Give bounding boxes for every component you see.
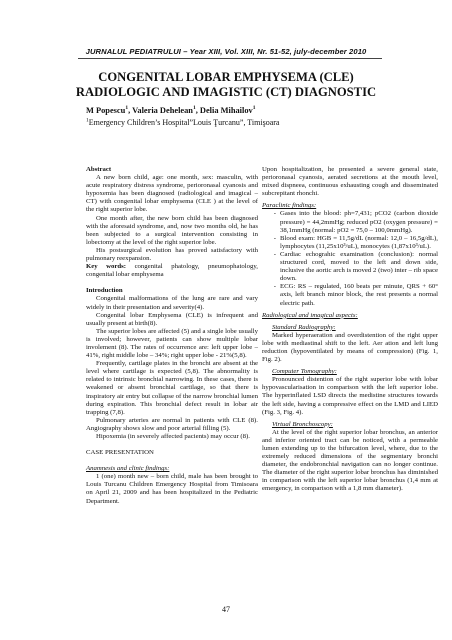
- paraclinic-item: - Cardiac echograhic examination (conclusion): normal structured cord, moved to the left and down side, inclusive the aortic arch is moved 2 (two) inter – rib space down.: [273, 250, 438, 283]
- author-1-sup: 1: [125, 105, 129, 112]
- paraclinic-item: - Blood exam: HGB = 11,5g/dL (normal: 12,0 – 16,5g/dL), lymphocytes (11,25x10³/uL), monocytes (1,87x10³/uL).: [273, 234, 438, 250]
- anamnesis-paragraph: 1 (one) month new – born child, male has been brought to Louis Turcanu Children Emergency Hospital from Timisoara on April 21, 2009 and has been hospitalized in the Pediatric Department.: [86, 473, 258, 505]
- radiological-heading: Radiological and imagical aspects:: [262, 311, 358, 319]
- paraclinic-item-text: Cardiac echograhic examination (conclusion): normal structured cord, moved to the left and down side, inclusive the aortic arch is moved 2 (two) inter – rib space down.: [280, 250, 438, 283]
- intro-paragraph: The superior lobes are affected (5) and a single lobe usually is involved; however, patients can show multiple lobar involement (8). The rates of occurrence are: left upper lobe – 41%, right middle lobe – 34%; right upper lobe - 21%(5,8).: [86, 327, 258, 360]
- intro-paragraph: Hipoxemia (in severely affected pacients) may occur (8).: [96, 433, 250, 440]
- left-column: [86, 166, 258, 506]
- paraclinic-item-text: Blood exam: HGB = 11,5g/dL (normal: 12,0 – 16,5g/dL), lymphocytes (11,25x10³/uL), monocytes (1,87x10³/uL).: [280, 234, 438, 250]
- author-2-sup: 1: [192, 105, 196, 112]
- affiliation-text: Emergency Children’s Hospital”Louis Ţurcanu”, Timişoara: [88, 118, 280, 127]
- author-3: , Delia Mihailov: [195, 106, 253, 115]
- standard-radiography-paragraph: Marked hyperaeration and overdistention of the right upper lobe with mediastinal shift to the left. Aer ation and left lung reduction (hypoventilated by means of compression) (Fig. 1, Fig. 2).: [262, 331, 438, 364]
- paraclinic-heading: Paraclinic findings:: [262, 202, 317, 210]
- title-line-1: CONGENITAL LOBAR EMPHYSEMA (CLE): [98, 70, 354, 84]
- author-3-sup: 1: [252, 105, 256, 112]
- paraclinic-item-text: Gases into the blood: ph=7,431; pCO2 (carbon dioxide pressure) = 44,2mmHg; reduced pO2 (oxygen pressure) = 38,1mmHg (normal: pO2 = 75,0 – 100,0mmHg).: [280, 210, 438, 234]
- computer-tomography-paragraph: Pronounced distention of the right superior lobe with lobar hypovascularisation in comparison with the left superior lobe. The hyperinflated LSD directs the medistine structures towards the left side, having a compressive effect on the LMD and LIED (Fig. 3, Fig. 4).: [262, 376, 438, 416]
- affiliation-sup: 1: [86, 117, 89, 124]
- abstract-paragraph: One month after, the new born child has been diagnosed with the aforesaid syndrome, and, now two months old, he has been subjected to a surgical intervention consisting in lobectomy at the level of the right superior lobe.: [86, 214, 258, 246]
- intro-paragraph: Frequently, cartilage plates in the bronchi are absent at the level where cartilage is expected (5,8). The abnormality is related to intrinsic bronchial narrowing. In these cases, there is weakened or absent bronchial cartilage, so that there is inspiratory air entry but collapse of the narrow bronchial lumen during expiration. This bronchial defect result in lobar air trapping (7,8).: [86, 360, 258, 416]
- intro-paragraph: Congenital lobar Emphysema (CLE) is infrequent and usually present at birth(8).: [86, 311, 258, 327]
- header-rule: [78, 58, 382, 59]
- standard-radiography-heading: Standard Radiography:: [272, 323, 336, 331]
- abstract-paragraph: A new born child, age: one month, sex: masculin, with acute respiratory distress syndrome, perioronasal cyanosis and hypoxemia has been diagnosed (radiological and imagical – CT) with congenital lobar emphysema (CLE ) at the level of the right superior lobe.: [86, 174, 258, 214]
- journal-header: JURNALUL PEDIATRULUI – Year XIII, Vol. XIII, Nr. 51-52, july-december 2010: [85, 47, 367, 56]
- virtual-bronchoscopy-paragraph: At the level of the right superior lobar bronchus, an anterior and inferior oriented tract can be noticed, with a permeable lumen extending up to the bifurcation level, where, due to the extremely reduced dimensions of the segmentary bronchi diameter, the endobronchial navigation can no longer continue. The diameter of the right superior lobar bronchus has diminished in comparison with the left superior lobar bronchus (1,4 mm at emergency, in comparison with a 1,8 mm diameter).: [262, 428, 438, 493]
- paraclinic-item-text: ECG: RS – regulated, 160 beats per minute, QRS + 60° axis, left branch minor block, the rest presents a normal electric path.: [280, 283, 438, 307]
- case-presentation-heading: CASE PRESENTATION: [86, 449, 154, 457]
- hospitalization-paragraph: Upon hospitalization, he presented a severe general state, perioronasal cyanosis, aerated secretions at the mouth level, mixed dispneea, continuous exhausting cough and disseminated subcrepitant rhonchi.: [262, 166, 438, 198]
- abstract-paragraph: His postsurgical evolution has proved satisfactory with pulmonary reexpansion.: [86, 246, 258, 263]
- intro-paragraph: Congenital malformations of the lung are rare and vary widely in their presentation and severity(4).: [86, 295, 258, 311]
- computer-tomography-heading: Computer Tomography:: [272, 368, 337, 376]
- author-2: , Valeria Dehelean: [128, 106, 193, 115]
- page-number: 47: [222, 605, 230, 614]
- keywords-label: Key words:: [86, 263, 127, 271]
- intro-paragraph: Pulmonary arteries are normal in patients with CLE (8). Angiography shows slow and poor arterial filling (5).: [86, 416, 258, 432]
- article-title: [40, 70, 412, 100]
- right-column: [262, 166, 438, 494]
- author-1: M Popescu: [86, 106, 126, 115]
- paraclinic-item: - ECG: RS – regulated, 160 beats per minute, QRS + 60° axis, left branch minor block, the rest presents a normal electric path.: [273, 283, 438, 307]
- abstract-heading: Abstract: [86, 166, 112, 173]
- keywords-text: congenital phatology, pneumophatology, congenital lobar emphysema: [86, 263, 258, 279]
- virtual-bronchoscopy-heading: Virtual Bronchoscopy:: [272, 420, 333, 428]
- keywords: [86, 263, 258, 279]
- author-list: [86, 106, 255, 116]
- affiliation: [86, 118, 279, 128]
- introduction-heading: Introduction: [86, 287, 123, 295]
- anamnesis-heading: Anamnesis and clinic findings:: [86, 465, 170, 473]
- paraclinic-item: - Gases into the blood: ph=7,431; pCO2 (carbon dioxide pressure) = 44,2mmHg; reduced pO2 (oxygen pressure) = 38,1mmHg (normal: pO2 = 75,0 – 100,0mmHg).: [273, 210, 438, 234]
- title-line-2: RADIOLOGIC AND IMAGISTIC (CT) DIAGNOSTIC: [75, 85, 377, 99]
